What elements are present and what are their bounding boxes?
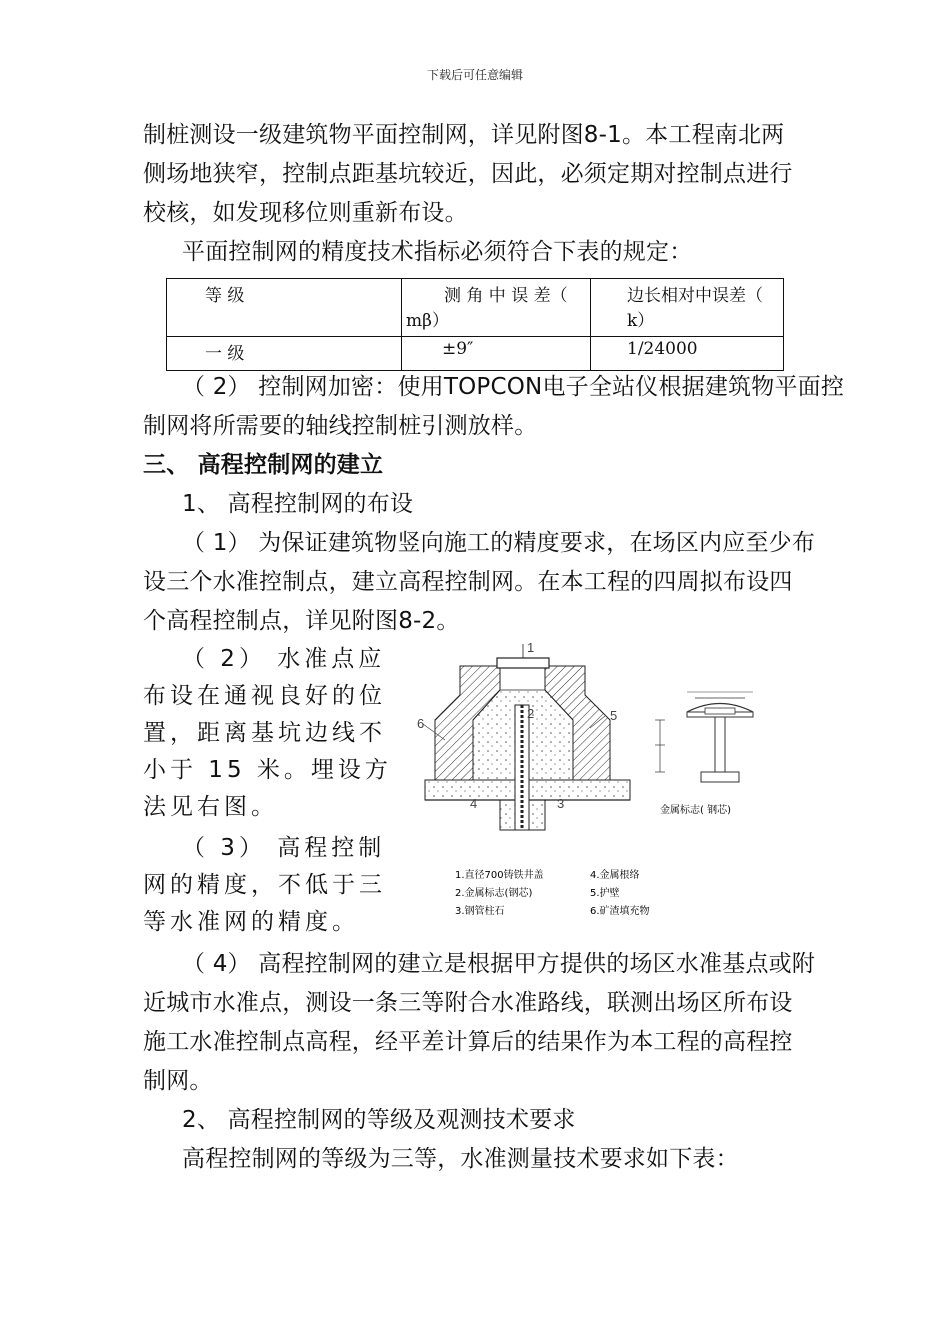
label-5: 5 (610, 708, 618, 723)
paragraph-line: 平面控制网的精度技术指标必须符合下表的规定： (182, 239, 693, 265)
well-cover (497, 658, 549, 668)
metal-marker-detail (655, 692, 753, 782)
precision-table (166, 278, 784, 371)
paragraph-line: （ 3） 高程控制 (182, 835, 386, 861)
paragraph-line: 制桩测设一级建筑物平面控制网，详见附图8-1。本工程南北两 (143, 122, 785, 148)
paragraph-line: （ 2） 水准点应 (182, 646, 386, 672)
legend-item: 5.护壁 (590, 888, 620, 899)
table-header-cell: 边长相对中误差（ k） (591, 279, 784, 337)
table-header-text: 测 角 中 误 差（ (444, 286, 568, 306)
paragraph-line: 法见右图。 (143, 794, 278, 820)
paragraph-line: （ 1） 为保证建筑物竖向施工的精度要求，在场区内应至少布 (182, 530, 816, 556)
legend-item: 1.直径700铸铁井盖 (455, 870, 544, 881)
benchmark-diagram (405, 640, 805, 930)
paragraph-line: 高程控制网的等级为三等，水准测量技术要求如下表： (182, 1146, 739, 1172)
paragraph-line: 校核，如发现移位则重新布设。 (143, 200, 468, 226)
label-2: 2 (527, 706, 535, 721)
subsection-heading: 2、 高程控制网的等级及观测技术要求 (182, 1107, 576, 1133)
marker-caption: 金属标志( 钢芯) (660, 805, 731, 816)
paragraph-line: 近城市水准点，测设一条三等附合水准路线，联测出场区所布设 (143, 990, 793, 1016)
paragraph-line: （ 2） 控制网加密：使用TOPCON电子全站仪根据建筑物平面控 (182, 374, 845, 400)
subsection-heading: 1、 高程控制网的布设 (182, 491, 414, 517)
legend-item: 6.矿渣填充物 (590, 906, 650, 917)
paragraph-line: 布设在通视良好的位 (143, 683, 386, 709)
label-3: 3 (557, 796, 565, 811)
legend-item: 2.金属标志(钢芯) (455, 888, 533, 899)
page-header: 下载后可任意编辑 (426, 68, 523, 82)
table-cell: 1/24000 (591, 337, 784, 371)
paragraph-line: 设三个水准控制点，建立高程控制网。在本工程的四周拟布设四 (143, 569, 793, 595)
paragraph-line: 网的精度，不低于三 (143, 872, 386, 898)
table-header-cell (402, 279, 591, 337)
paragraph-line: （ 4） 高程控制网的建立是根据甲方提供的场区水准基点或附 (182, 951, 816, 977)
paragraph-line: 小于 15 米。埋设方 (143, 757, 392, 783)
paragraph-line: 置，距离基坑边线不 (143, 720, 386, 746)
label-4: 4 (470, 796, 478, 811)
paragraph-line: 侧场地狭窄，控制点距基坑较近，因此，必须定期对控制点进行 (143, 161, 793, 187)
paragraph-line: 等水准网的精度。 (143, 909, 359, 935)
table-header-cell: 等 级 (167, 279, 402, 337)
section-heading: 三、 高程控制网的建立 (143, 452, 384, 478)
paragraph-line: 施工水准控制点高程，经平差计算后的结果作为本工程的高程控 (143, 1029, 793, 1055)
legend-item: 3.钢管柱石 (455, 906, 505, 917)
table-cell: ±9″ (402, 337, 591, 371)
label-1: 1 (527, 640, 535, 655)
paragraph-line: 个高程控制点，详见附图8-2。 (143, 608, 460, 634)
paragraph-line: 制网将所需要的轴线控制桩引测放样。 (143, 413, 538, 439)
table-header-text: mβ） (406, 311, 449, 331)
table-cell: 一 级 (167, 337, 402, 371)
legend-item: 4.金属根络 (590, 870, 640, 881)
paragraph-line: 制网。 (143, 1068, 213, 1094)
label-6: 6 (417, 716, 425, 731)
